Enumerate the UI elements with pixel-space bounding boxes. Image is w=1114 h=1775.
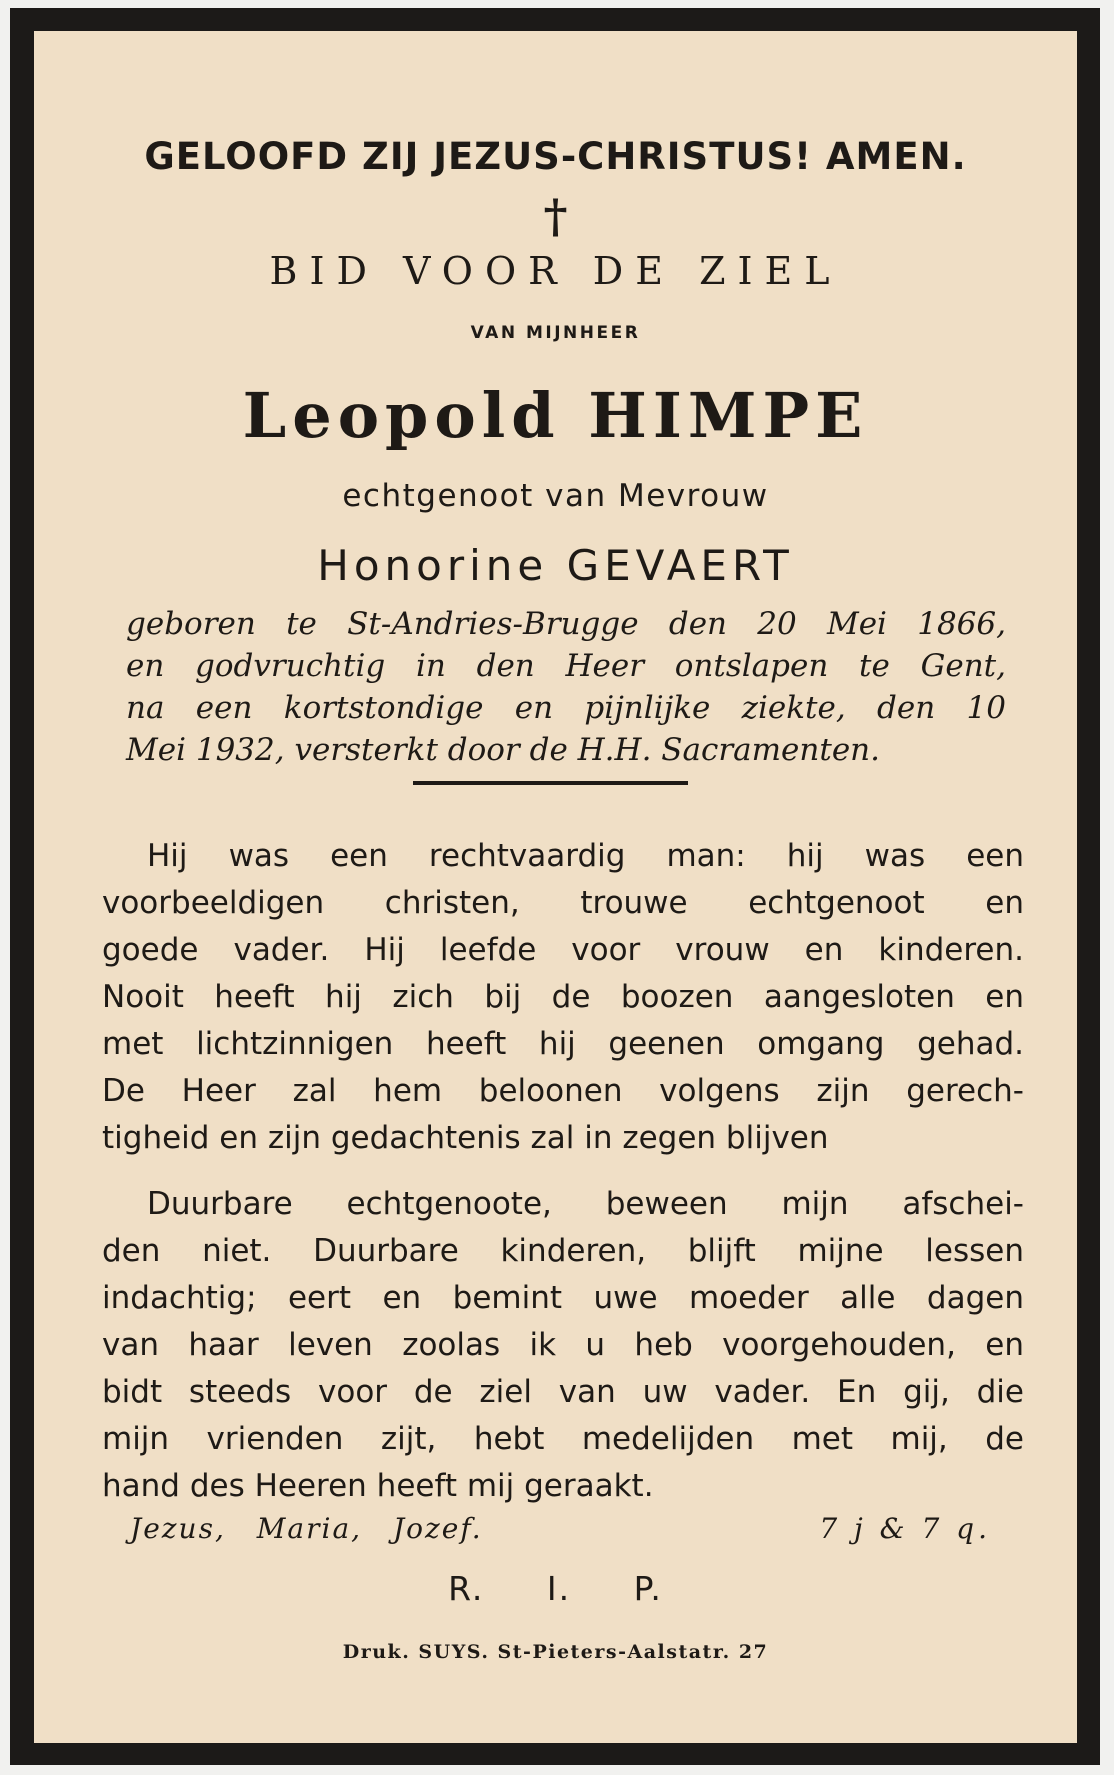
birth-death-line: geboren te St-Andries-Brugge den 20 Mei 1866, xyxy=(126,606,1006,642)
memorial-card xyxy=(34,31,1077,1743)
cross-icon: † xyxy=(543,189,568,243)
paragraph-line: met lichtzinnigen heeft hij geenen omgang gehad. xyxy=(102,1026,1024,1062)
deceased-name: Leopold HIMPE xyxy=(242,379,869,452)
honorific: VAN MIJNHEER xyxy=(470,323,641,343)
paragraph-line: Duurbare echtgenoote, beween mijn afschei- xyxy=(147,1186,1024,1222)
farewell-paragraph xyxy=(102,1181,1024,1510)
paragraph-line: bidt steeds voor de ziel van uw vader. En gij, die xyxy=(102,1374,1024,1410)
paragraph-line: den niet. Duurbare kinderen, blijft mijne lessen xyxy=(102,1233,1024,1269)
paragraph-line: hand des Heeren heeft mij geraakt. xyxy=(102,1468,654,1504)
header-text: GELOOFD ZIJ JEZUS-CHRISTUS! AMEN. xyxy=(144,135,967,178)
paragraph-line: goede vader. Hij leefde voor vrouw en kinderen. xyxy=(102,932,1024,968)
tribute-paragraph xyxy=(102,833,1024,1162)
paragraph-line: mijn vrienden zijt, hebt medelijden met mij, de xyxy=(102,1421,1024,1457)
divider-rule xyxy=(413,781,688,785)
spouse-label: echtgenoot van Mevrouw xyxy=(342,478,769,514)
paragraph-line: voorbeeldigen christen, trouwe echtgenoot en xyxy=(102,885,1024,921)
spouse-name: Honorine GEVAERT xyxy=(317,541,794,590)
birth-death-line: Mei 1932, versterkt door de H.H. Sacramenten. xyxy=(126,732,880,768)
paragraph-line: van haar leven zoolas ik u heb voorgehouden, en xyxy=(102,1327,1024,1363)
birth-death-line: en godvruchtig in den Heer ontslapen te Gent, xyxy=(126,648,1006,684)
rip: R. I. P. xyxy=(448,1569,663,1608)
invocation: Jezus, Maria, Jozef. xyxy=(130,1512,483,1545)
printer-credit: Druk. SUYS. St-Pieters-Aalstatr. 27 xyxy=(342,1641,769,1663)
paragraph-line: tigheid en zijn gedachtenis zal in zegen blijven xyxy=(102,1120,829,1156)
indulgence: 7 j & 7 q. xyxy=(819,1512,991,1545)
birth-death-text xyxy=(126,603,1006,771)
paragraph-line: Nooit heeft hij zich bij de boozen aangesloten en xyxy=(102,979,1024,1015)
birth-death-line: na een kortstondige en pijnlijke ziekte, den 10 xyxy=(126,690,1006,726)
paragraph-line: De Heer zal hem beloonen volgens zijn gerech- xyxy=(102,1073,1024,1109)
memorial-card-frame xyxy=(10,8,1100,1765)
pray-line: BID VOOR DE ZIEL xyxy=(269,249,842,293)
paragraph-line: indachtig; eert en bemint uwe moeder alle dagen xyxy=(102,1280,1024,1316)
paragraph-line: Hij was een rechtvaardig man: hij was een xyxy=(147,838,1024,874)
